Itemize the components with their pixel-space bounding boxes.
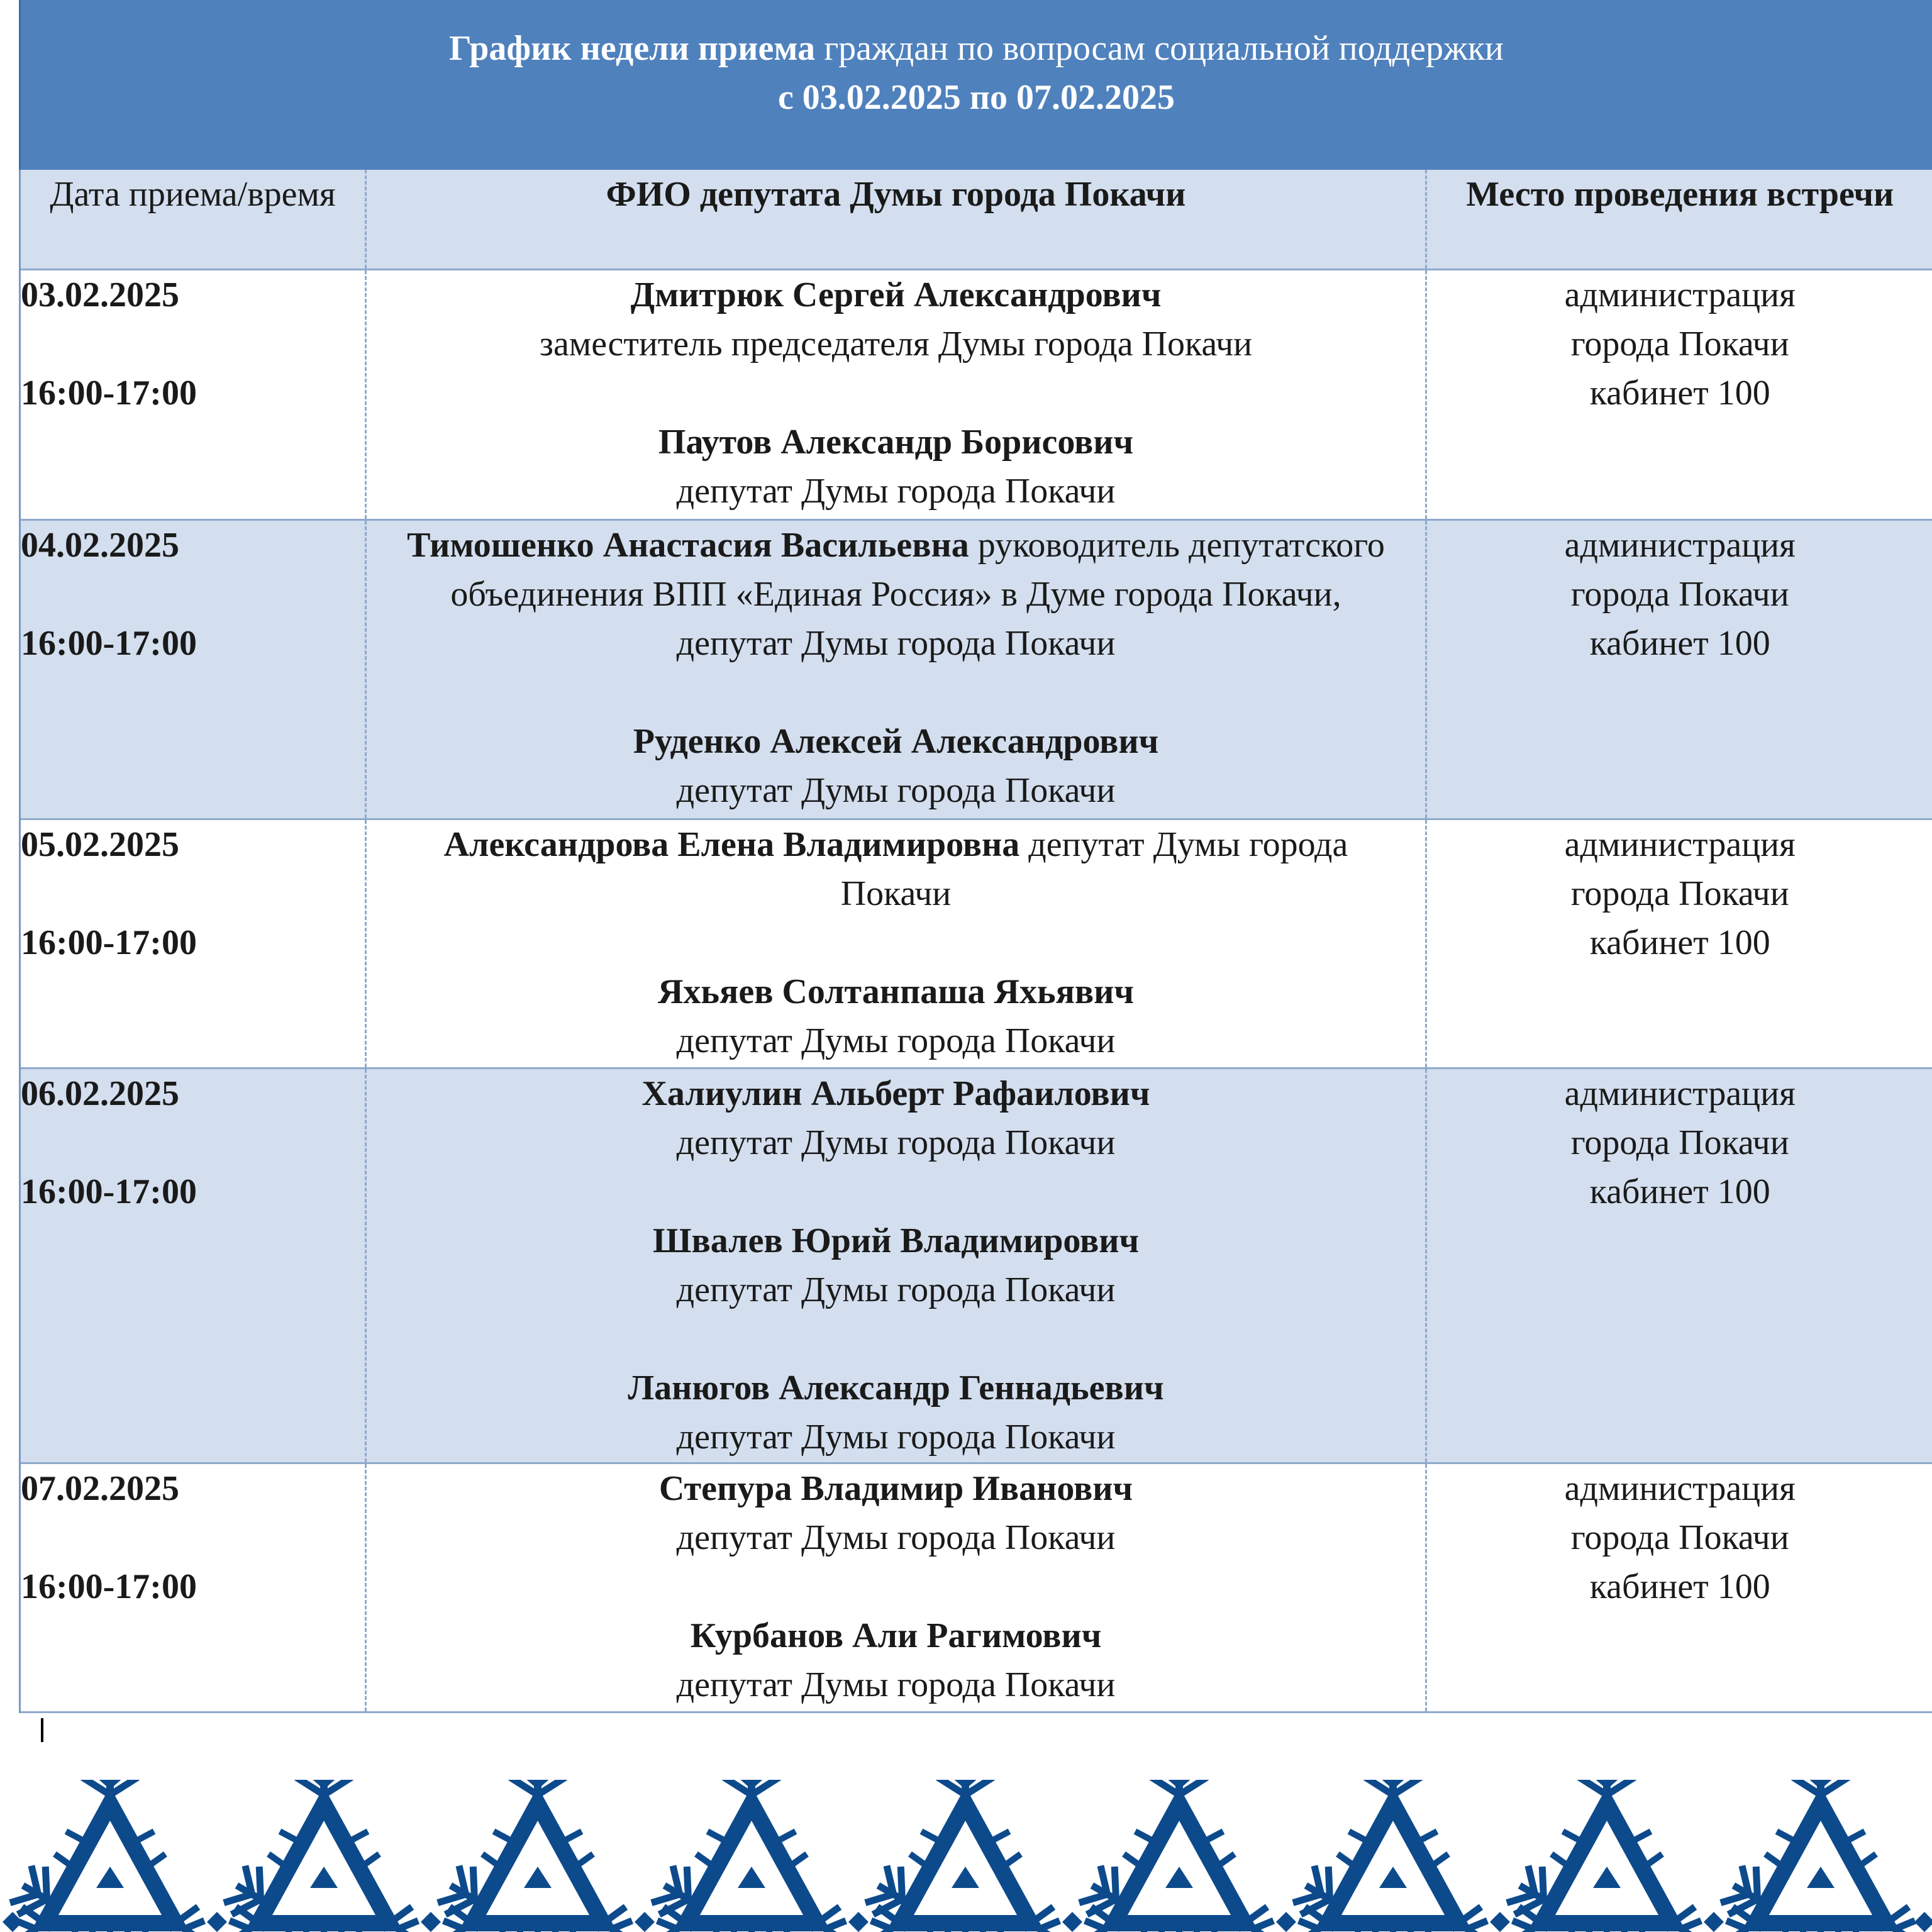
deputies-cell [366,819,1426,1068]
ornament-motif [1504,1780,1701,1932]
table-row [20,269,1932,519]
deputy-role: заместитель председателя Думы города Покачи [539,324,1253,364]
deputy-name: Паутов Александр Борисович [658,422,1134,462]
deputy-entry [367,1464,1425,1562]
date-cell [20,1068,366,1463]
deputy-role: депутат Думы города Покачи [676,1665,1116,1704]
place-cell [1426,819,1932,1068]
ornament-motif [221,1780,418,1932]
deputy-entry [367,820,1425,918]
deputy-name: Халиулин Альберт Рафаилович [641,1074,1150,1113]
deputy-name: Ланюгов Александр Геннадьевич [628,1368,1164,1407]
deputies-cell [366,269,1426,519]
deputy-entry [367,521,1425,668]
date: 03.02.2025 [21,275,179,314]
column-header-date: Дата приема/время [20,170,366,269]
title-banner [19,0,1932,170]
ornament-diamond [1062,1912,1082,1932]
deputy-name: Руденко Алексей Александрович [633,721,1159,761]
place-cell [1426,1068,1932,1463]
document [19,0,1932,1713]
table-row [20,819,1932,1068]
place-text: администрация города Покачи кабинет 100 [1564,525,1796,663]
ornament-border [0,1780,1932,1932]
place-text: администрация города Покачи кабинет 100 [1564,824,1796,962]
ornament-motif [435,1780,632,1932]
place-cell [1426,1463,1932,1712]
date: 07.02.2025 [21,1468,179,1508]
deputy-role: депутат Думы города Покачи [676,1270,1116,1309]
deputies-cell [366,1068,1426,1463]
deputy-role: депутат Думы города Покачи [676,1417,1116,1457]
deputy-name: Степура Владимир Иванович [658,1468,1133,1508]
ornament-diamond [1276,1912,1296,1932]
title-rest: граждан по вопросам социальной поддержки [824,29,1504,68]
time: 16:00-17:00 [21,373,197,413]
text-cursor [41,1718,43,1742]
deputies-cell [366,519,1426,819]
date: 05.02.2025 [21,824,179,864]
place-cell [1426,269,1932,519]
deputy-role: депутат Думы города Покачи [676,471,1116,511]
deputy-name: Яхьяев Солтанпаша Яхьявич [657,972,1134,1011]
deputy-name: Александрова Елена Владимировна [443,824,1020,864]
place-cell [1426,519,1932,819]
title-bold: График недели приема [449,29,816,68]
table-header-row [20,170,1932,269]
table-row [20,1463,1932,1712]
deputy-role: депутат Думы города Покачи [840,824,1348,913]
deputy-name: Дмитрюк Сергей Александрович [630,275,1162,314]
place-text: администрация города Покачи кабинет 100 [1564,1468,1796,1606]
ornament-diamond [1704,1912,1724,1932]
column-header-place: Место проведения встречи [1426,170,1932,269]
deputy-name: Швалев Юрий Владимирович [652,1221,1140,1260]
ornament-diamond [848,1912,869,1932]
date-cell [20,819,366,1068]
deputy-name: Курбанов Али Рагимович [690,1616,1102,1655]
deputy-entry [367,967,1425,1065]
deputy-role: депутат Думы города Покачи [676,1518,1116,1557]
ornament-motif [1718,1780,1915,1932]
date: 06.02.2025 [21,1074,179,1113]
time: 16:00-17:00 [21,923,197,962]
deputy-name: Тимошенко Анастасия Васильевна [407,525,969,565]
table-row [20,519,1932,819]
deputy-role: депутат Думы города Покачи [676,1021,1116,1060]
table-row [20,1068,1932,1463]
deputy-entry [367,1363,1425,1462]
time: 16:00-17:00 [21,623,197,663]
date-cell [20,269,366,519]
period: с 03.02.2025 по 07.02.2025 [777,78,1175,117]
deputy-entry [367,1069,1425,1167]
deputy-entry [367,717,1425,815]
deputy-entry [367,1611,1425,1709]
time: 16:00-17:00 [21,1567,197,1606]
date-cell [20,519,366,819]
ornament-diamond [421,1912,441,1932]
page-title [21,24,1932,73]
ornament-motif [648,1780,846,1932]
deputy-role: депутат Думы города Покачи [676,1123,1116,1162]
ornament-motif [7,1780,204,1932]
column-header-deputy: ФИО депутата Думы города Покачи [366,170,1426,269]
time: 16:00-17:00 [21,1172,197,1211]
date-cell [20,1463,366,1712]
ornament-diamond [1490,1912,1510,1932]
ornament-diamond [635,1912,655,1932]
deputies-cell [366,1463,1426,1712]
deputy-role: депутат Думы города Покачи [676,770,1116,810]
deputy-entry [367,1216,1425,1314]
ornament-motif [1290,1780,1487,1932]
ornament-motif [1076,1780,1274,1932]
deputy-entry [367,270,1425,369]
ornament-diamond [1914,1912,1932,1932]
date: 04.02.2025 [21,525,179,565]
schedule-table [19,170,1932,1713]
place-text: администрация города Покачи кабинет 100 [1564,1074,1796,1211]
place-text: администрация города Покачи кабинет 100 [1564,275,1796,413]
deputy-role: руководитель депутатского объединения ВПП «Единая Россия» в Думе города Покачи, депутат Думы города Покачи [450,525,1385,663]
ornament-motif [862,1780,1060,1932]
deputy-entry [367,418,1425,516]
ornament-diamond [207,1912,227,1932]
